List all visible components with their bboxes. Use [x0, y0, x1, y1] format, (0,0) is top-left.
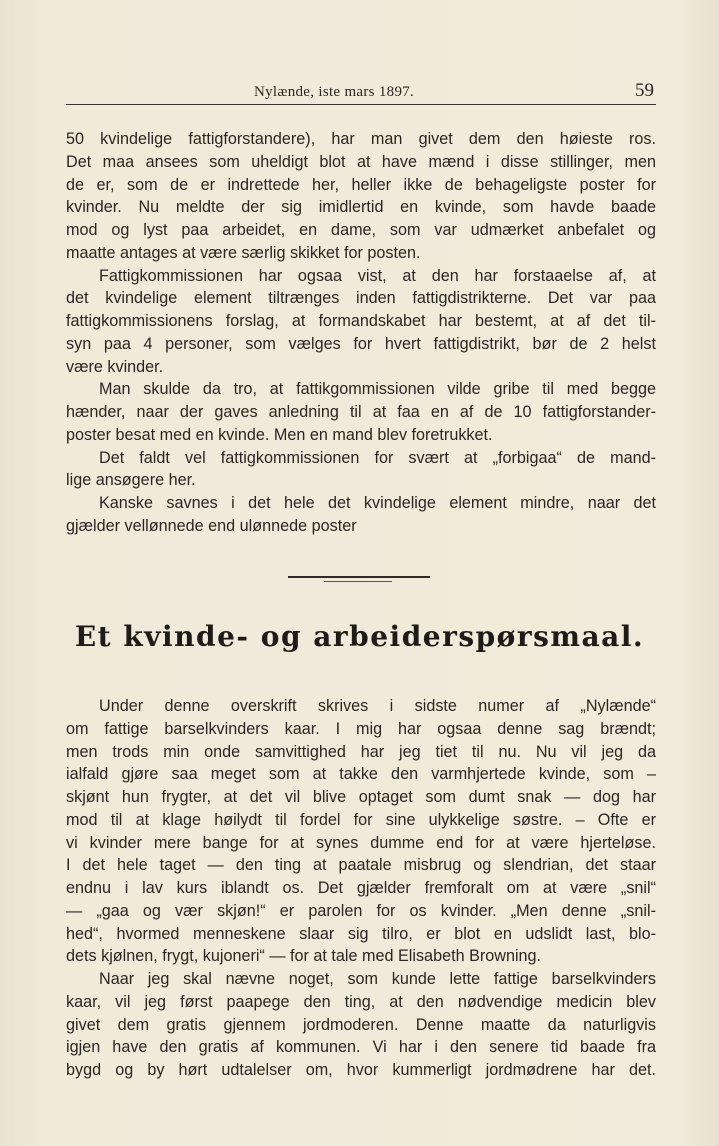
text-line: skjønt hun frygter, at det vil blive optaget som dumt snak — dog har [66, 788, 656, 806]
text-line: ialfald gjøre saa meget som at takke den varmhjertede kvinde, som – [66, 765, 656, 784]
text-line: mod og lyst paa arbeidet, en dame, som var udmærket anbefalet og [66, 221, 656, 239]
text-line: Det faldt vel fattigkommissionen for svært at „forbigaa“ de mand- [99, 448, 656, 467]
text-line: — „gaa og vær skjøn!“ er parolen for os kvinder. „Men denne „snil- [66, 901, 656, 920]
text-line: igjen have den gratis af kommunen. Vi har i den senere tid baade fra [66, 1038, 656, 1057]
text-line: det kvindelige element tiltrænges inden fattigdistrikterne. Det var paa [66, 289, 656, 308]
text-line: endnu i lav kurs iblandt os. Det gjælder fremforalt om at være „snil“ [66, 879, 656, 897]
text-line: poster besat med en kvinde. Men en mand blev foretrukket. [66, 425, 493, 444]
text-line: dets kjølnen, frygt, kujoneri“ — for at tale med Elisabeth Browning. [66, 947, 542, 966]
text-line: Under denne overskrift skrives i sidste numer af „Nylænde“ [99, 697, 656, 715]
article-text-1 [66, 128, 656, 538]
text-line: fattigkommissionens forslag, at formandskabet har bestemt, at af det til- [66, 312, 656, 330]
text-line: 50 kvindelige fattigforstandere), har man givet dem den høieste ros. [66, 130, 656, 148]
text-line: gjælder vellønnede end ulønnede poster [66, 516, 357, 535]
text-line: hænder, naar der gaves anledning til at faa en af de 10 fattigforstander- [66, 403, 656, 421]
section-divider [288, 576, 430, 584]
text-line: hed“, hvormed menneskene slaar sig tilro, er blot en udslidt last, blo- [66, 924, 656, 943]
header-title: Nylænde, iste mars 1897. [254, 84, 415, 100]
text-line: Man skulde da tro, at fattikgommissionen vilde gribe til med begge [99, 380, 656, 399]
text-line: Fattigkommissionen har ogsaa vist, at den har forstaaelse af, at [99, 266, 656, 285]
divider-rule-thin [324, 581, 392, 582]
text-line: om fattige barselkvinders kaar. I mig har ogsaa denne sag brændt; [66, 719, 656, 738]
text-line: givet dem gratis gjennem jordmoderen. Denne maatte da naturligvis [66, 1015, 656, 1034]
running-header [66, 78, 656, 105]
text-line: bygd og by hørt udtalelser om, hvor kummerligt jordmødrene har det. [66, 1061, 656, 1079]
article-text-2 [66, 695, 656, 1082]
page-number: 59 [635, 80, 654, 101]
text-line: Kanske savnes i det hele det kvindelige element mindre, naar det [99, 494, 656, 512]
text-line: Det maa ansees som uheldigt blot at have mænd i disse stillinger, men [66, 152, 656, 171]
text-line: vi kvinder mere bange for at synes dumme end for at være hjerteløse. [66, 833, 656, 852]
text-line: I det hele taget — den ting at paatale misbrug og slendrian, det staar [66, 856, 656, 875]
text-line: maatte antages at være særlig skikket for posten. [66, 243, 421, 262]
divider-rule-thick [288, 576, 430, 578]
text-line: være kvinder. [66, 357, 164, 376]
text-line: men trods min onde samvittighed har jeg tiet til nu. Nu vil jeg da [66, 742, 656, 761]
text-line: syn paa 4 personer, som vælges for hvert fattigdistrikt, bør de 2 helst [66, 334, 656, 353]
text-line: de er, som de er indrettede her, heller ikke de behageligste poster for [66, 175, 656, 194]
text-line: kvinder. Nu meldte der sig imidlertid en kvinde, som havde baade [66, 198, 656, 217]
text-line: lige ansøgere her. [66, 471, 196, 490]
section-heading: Et kvinde- og arbeiderspørsmaal. [74, 620, 645, 653]
text-line: mod til at klage høilydt til fordel for sine ulykkelige søstre. – Ofte er [66, 810, 656, 829]
text-line: Naar jeg skal nævne noget, som kunde lette fattige barselkvinders [99, 970, 656, 988]
text-line: kaar, vil jeg først paapege den ting, at den nødvendige medicin blev [66, 992, 656, 1011]
